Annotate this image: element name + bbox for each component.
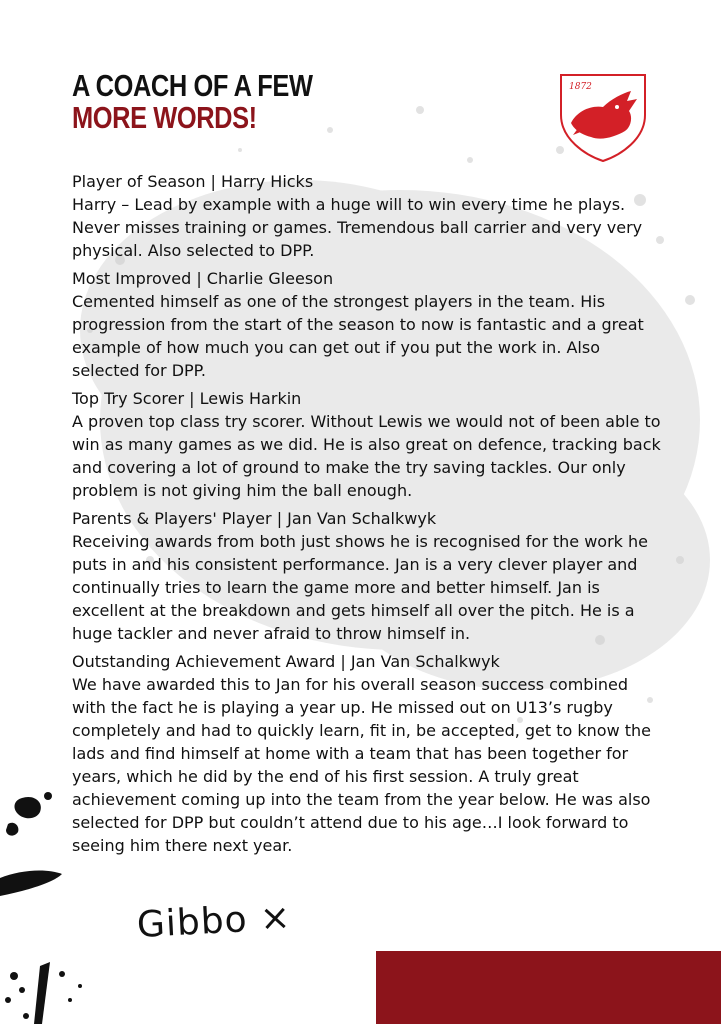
award-description: Receiving awards from both just shows he is recognised for the work he puts in and his consistent performance. Jan is a very clever player and continually tries to learn the game more and better himself. Jan is excellent at the breakdown and gets himself all over the pitch. He is a huge tackler and never afraid to throw himself in.: [72, 532, 648, 643]
award-description: Cemented himself as one of the strongest players in the team. His progression from the start of the season to now is fantastic and a great example of how much you can get out if you put the work in. Also selected for DPP.: [72, 292, 644, 380]
award-item: [72, 267, 662, 382]
award-title: Outstanding Achievement Award | Jan Van Schalkwyk: [72, 652, 500, 671]
award-title: Player of Season | Harry Hicks: [72, 172, 314, 191]
ink-splatter-decoration: [0, 790, 120, 1024]
award-item: [72, 507, 662, 645]
award-description: We have awarded this to Jan for his overall season success combined with the fact he is playing a year up. He missed out on U13’s rugby completely and had to quickly learn, fit in, be accepted, get to know the lads and find himself at home with a team that has been together for years, which he did by the end of his first session. A truly great achievement coming up into the team from the year below. He was also selected for DPP but couldn’t attend due to his age…I look forward to seeing him there next year.: [72, 675, 652, 855]
awards-list: [72, 170, 662, 862]
signature: Gibbo ×: [136, 896, 293, 946]
award-title: Top Try Scorer | Lewis Harkin: [72, 389, 302, 408]
award-title: Parents & Players' Player | Jan Van Schalkwyk: [72, 509, 437, 528]
award-title: Most Improved | Charlie Gleeson: [72, 269, 334, 288]
award-item: [72, 170, 662, 262]
crest-year: 1872: [569, 82, 592, 92]
page-heading: [72, 70, 313, 134]
award-description: A proven top class try scorer. Without Lewis we would not of been able to win as many games as we did. He is also great on defence, tracking back and covering a lot of ground to make the try saving tackles. Our only problem is not giving him the ball enough.: [72, 412, 661, 500]
award-description: Harry – Lead by example with a huge will to win every time he plays. Never misses training or games. Tremendous ball carrier and very very physical. Also selected to DPP.: [72, 195, 643, 260]
award-item: [72, 387, 662, 502]
boar-crest-icon: [557, 71, 649, 163]
heading-line-1: A COACH OF A FEW: [72, 68, 313, 103]
heading-line-2: MORE WORDS!: [72, 100, 257, 135]
footer-red-block: [376, 951, 721, 1024]
award-item: [72, 650, 662, 857]
